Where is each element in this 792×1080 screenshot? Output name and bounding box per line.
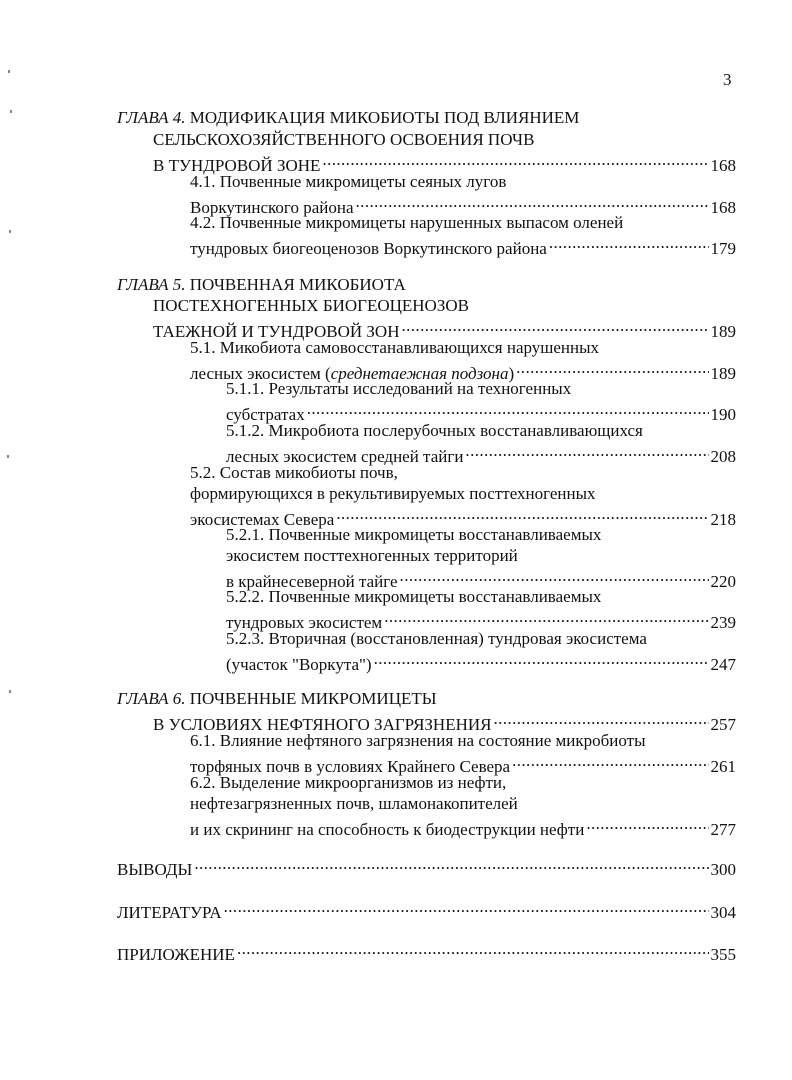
section-5-2-1-line-2: экосистем посттехногенных территорий <box>226 546 518 565</box>
chapter-6-label: ГЛАВА 6. <box>117 689 186 708</box>
section-5-2-1-page: 220 <box>710 572 736 591</box>
section-5-2-3-page: 247 <box>710 655 736 674</box>
section-5-2-line-3: экосистемах Севера <box>190 510 335 529</box>
appendix-entry[interactable] <box>117 940 736 964</box>
chapter-5-title-line-3: ТАЕЖНОЙ И ТУНДРОВОЙ ЗОН <box>153 322 400 341</box>
section-5-2-2-entry[interactable] <box>226 608 736 632</box>
chapter-4-heading <box>117 108 579 128</box>
dot-leader <box>356 193 709 213</box>
chapter-4-label: ГЛАВА 4. <box>117 108 186 127</box>
conclusions-title: ВЫВОДЫ <box>117 860 193 879</box>
chapter-4-title-line-2: СЕЛЬСКОХОЗЯЙСТВЕННОГО ОСВОЕНИЯ ПОЧВ <box>153 130 535 149</box>
section-5-2-2-line-2: тундровых экосистем <box>226 613 383 632</box>
section-5-2-entry[interactable] <box>190 505 736 529</box>
conclusions-page: 300 <box>710 860 736 879</box>
chapter-5-heading <box>117 275 406 295</box>
literature-title: ЛИТЕРАТУРА <box>117 903 222 922</box>
chapter-6-page: 257 <box>710 715 736 734</box>
section-5-1-line-1: 5.1. Микобиота самовосстанавливающихся нарушенных <box>190 338 600 357</box>
section-5-1-2-line-1: 5.1.2. Микробиота послерубочных восстанавливающихся <box>226 421 643 440</box>
section-4-1-line-1: 4.1. Почвенные микромицеты сеяных лугов <box>190 172 507 191</box>
scan-speck <box>9 690 11 693</box>
dot-leader <box>224 898 709 918</box>
chapter-6-entry[interactable] <box>153 710 736 734</box>
scan-speck <box>10 110 12 113</box>
section-5-1-2-line-2: лесных экосистем средней тайги <box>226 447 464 466</box>
section-4-2-line-1: 4.2. Почвенные микромицеты нарушенных выпасом оленей <box>190 213 624 232</box>
dot-leader <box>194 855 708 875</box>
section-6-2-entry[interactable] <box>190 815 736 839</box>
chapter-6-heading <box>117 689 437 709</box>
section-6-1-line-1: 6.1. Влияние нефтяного загрязнения на состояние микробиоты <box>190 731 646 750</box>
section-5-1-1-page: 190 <box>710 405 736 424</box>
chapter-6-title-line-1: ПОЧВЕННЫЕ МИКРОМИЦЕТЫ <box>189 689 437 708</box>
section-5-2-line-2: формирующихся в рекультивируемых посттехногенных <box>190 484 596 503</box>
dot-leader <box>307 400 709 420</box>
scan-speck <box>8 70 10 73</box>
section-6-2-page: 277 <box>710 820 736 839</box>
section-5-2-2-line-1: 5.2.2. Почвенные микромицеты восстанавливаемых <box>226 587 602 606</box>
appendix-page: 355 <box>710 945 736 964</box>
section-5-1-1-line-2: субстратах <box>226 405 305 424</box>
dot-leader <box>237 940 709 960</box>
chapter-5-title-line-2: ПОСТЕХНОГЕННЫХ БИОГЕОЦЕНОЗОВ <box>153 296 469 315</box>
section-5-2-3-line-1: 5.2.3. Вторичная (восстановленная) тундровая экосистема <box>226 629 647 648</box>
dot-leader <box>374 650 709 670</box>
chapter-5-title-line-1: ПОЧВЕННАЯ МИКОБИОТА <box>189 275 406 294</box>
section-6-1-entry[interactable] <box>190 752 736 776</box>
dot-leader <box>493 710 708 730</box>
section-5-1-entry[interactable] <box>190 359 736 383</box>
scan-speck <box>9 230 11 233</box>
section-4-2-entry[interactable] <box>190 234 736 258</box>
literature-page: 304 <box>710 903 736 922</box>
section-5-2-page: 218 <box>710 510 736 529</box>
dot-leader <box>384 608 708 628</box>
chapter-6-title-line-2: В УСЛОВИЯХ НЕФТЯНОГО ЗАГРЯЗНЕНИЯ <box>153 715 492 734</box>
section-6-2-line-1: 6.2. Выделение микроорганизмов из нефти, <box>190 773 507 792</box>
page-number: 3 <box>723 70 732 89</box>
section-5-2-1-entry[interactable] <box>226 567 736 591</box>
dot-leader <box>549 234 709 254</box>
chapter-5-entry[interactable] <box>153 317 736 341</box>
section-4-2-line-2: тундровых биогеоценозов Воркутинского района <box>190 239 547 258</box>
conclusions-entry[interactable] <box>117 855 736 879</box>
section-4-1-page: 168 <box>710 198 736 217</box>
chapter-4-page: 168 <box>710 156 736 175</box>
dot-leader <box>516 359 708 379</box>
scan-speck <box>7 455 9 458</box>
section-5-2-line-1: 5.2. Состав микобиоты почв, <box>190 463 398 482</box>
dot-leader <box>586 815 708 835</box>
chapter-4-title-line-3: В ТУНДРОВОЙ ЗОНЕ <box>153 156 321 175</box>
section-4-1-entry[interactable] <box>190 193 736 217</box>
section-5-2-1-line-1: 5.2.1. Почвенные микромицеты восстанавливаемых <box>226 525 602 544</box>
section-5-2-3-line-2: (участок "Воркута") <box>226 655 372 674</box>
section-5-1-line-2-end: ) <box>508 364 515 383</box>
section-6-2-line-3: и их скрининг на способность к биодеструкции нефти <box>190 820 585 839</box>
section-5-1-1-entry[interactable] <box>226 400 736 424</box>
section-5-1-2-entry[interactable] <box>226 442 736 466</box>
dot-leader <box>512 752 708 772</box>
section-6-2-line-2: нефтезагрязненных почв, шламонакопителей <box>190 794 518 813</box>
section-5-1-page: 189 <box>710 364 736 383</box>
section-5-1-line-2-start: лесных экосистем ( <box>190 364 331 383</box>
section-4-2-page: 179 <box>710 239 736 258</box>
dot-leader <box>336 505 708 525</box>
dot-leader <box>400 567 709 587</box>
chapter-5-page: 189 <box>710 322 736 341</box>
appendix-title: ПРИЛОЖЕНИЕ <box>117 945 235 964</box>
dot-leader <box>401 317 708 337</box>
section-5-1-italic: среднетаежная подзона <box>330 364 509 383</box>
section-5-2-3-entry[interactable] <box>226 650 736 674</box>
chapter-4-entry[interactable] <box>153 151 736 175</box>
section-5-2-2-page: 239 <box>710 613 736 632</box>
section-6-1-page: 261 <box>710 757 736 776</box>
section-5-1-1-line-1: 5.1.1. Результаты исследований на техногенных <box>226 379 572 398</box>
chapter-4-title-line-1: МОДИФИКАЦИЯ МИКОБИОТЫ ПОД ВЛИЯНИЕМ <box>189 108 580 127</box>
section-6-1-line-2: торфяных почв в условиях Крайнего Севера <box>190 757 511 776</box>
section-4-1-line-2: Воркутинского района <box>190 198 354 217</box>
dot-leader <box>465 442 708 462</box>
section-5-2-1-line-3: в крайнесеверной тайге <box>226 572 398 591</box>
section-5-1-2-page: 208 <box>710 447 736 466</box>
literature-entry[interactable] <box>117 898 736 922</box>
chapter-5-label: ГЛАВА 5. <box>117 275 186 294</box>
dot-leader <box>322 151 708 171</box>
